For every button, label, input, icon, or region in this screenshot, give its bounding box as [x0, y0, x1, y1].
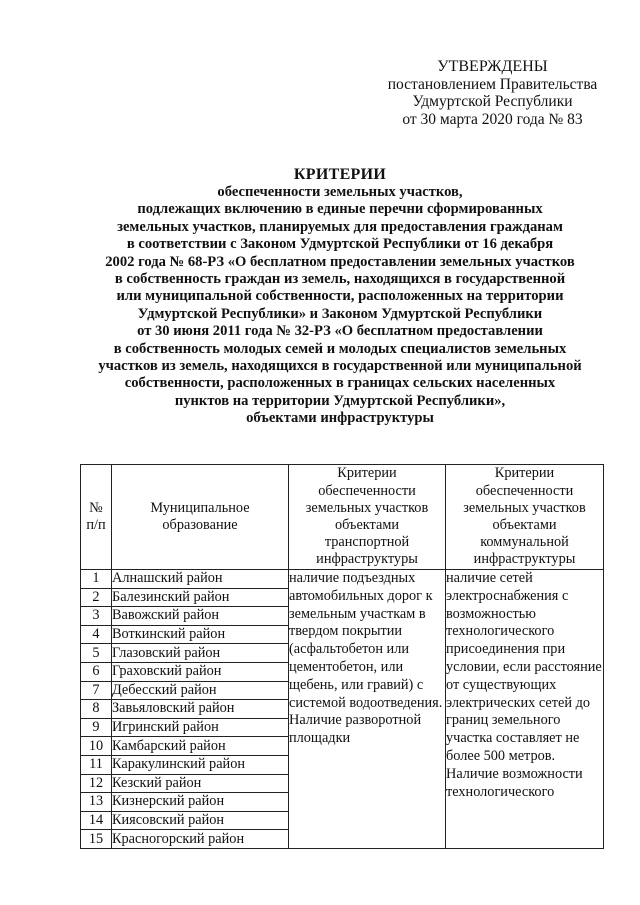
title-line: от 30 июня 2011 года № 32-РЗ «О бесплатном предоставлении [137, 323, 543, 340]
title-line: земельных участков, планируемых для предоставления гражданам [117, 218, 563, 235]
header-transport-criteria: Критерии обеспеченности земельных участков объектами транспортной инфраструктуры [289, 465, 446, 570]
title-line: пунктов на территории Удмуртской Республики», [174, 392, 506, 409]
row-number: 5 [81, 644, 112, 663]
municipality-name: Каракулинский район [112, 755, 289, 774]
title-line: участков из земель, находящихся в государственной или муниципальной [98, 358, 582, 375]
approval-heading: УТВЕРЖДЕНЫ [437, 58, 548, 75]
title-line: Удмуртской Республики» и Законом Удмуртской Республики [137, 305, 543, 322]
row-number: 15 [81, 830, 112, 849]
approval-stamp [385, 58, 600, 128]
approval-line: Удмуртской Республики [412, 93, 573, 110]
municipality-name: Красногорский район [112, 830, 289, 849]
title-line: в соответствии с Законом Удмуртской Республики от 16 декабря [126, 236, 554, 253]
row-number: 12 [81, 774, 112, 793]
criteria-table [80, 464, 604, 849]
row-number: 10 [81, 737, 112, 756]
title-line: объектами инфраструктуры [246, 410, 434, 427]
header-num: № п/п [81, 465, 112, 570]
municipality-name: Кизнерский район [112, 793, 289, 812]
municipality-name: Воткинский район [112, 625, 289, 644]
approval-line: постановлением Правительства [387, 75, 598, 93]
row-number: 2 [81, 588, 112, 607]
title-line: 2002 года № 68-РЗ «О бесплатном предоставлении земельных участков [105, 253, 575, 270]
title-line: или муниципальной собственности, расположенных на территории [116, 288, 564, 305]
row-number: 3 [81, 607, 112, 626]
transport-criteria-text: наличие подъездных автомобильных дорог к земельным участкам в твердом покрытии (асфальтобетон или цементобетон, или щебень, или гравий) с системой водоотведения. Наличие разворотной площадки [289, 570, 446, 849]
table-header-row [81, 465, 604, 570]
row-number: 13 [81, 793, 112, 812]
document-title [95, 165, 585, 428]
row-number: 4 [81, 625, 112, 644]
header-municipality: Муниципальное образование [112, 465, 289, 570]
row-number: 7 [81, 681, 112, 700]
communal-criteria-text: наличие сетей электроснабжения с возможностью технологического присоединения при условии, если расстояние от существующих электрических сетей до границ земельного участка составляет не более 500 метров. Наличие возможности технологического [446, 570, 604, 849]
row-number: 11 [81, 755, 112, 774]
municipality-name: Камбарский район [112, 737, 289, 756]
municipality-name: Балезинский район [112, 588, 289, 607]
title-line: подлежащих включению в единые перечни сформированных [137, 201, 543, 218]
row-number: 6 [81, 662, 112, 681]
municipality-name: Граховский район [112, 662, 289, 681]
row-number: 14 [81, 811, 112, 830]
title-line: собственности, расположенных в границах сельских населенных [124, 375, 556, 392]
municipality-name: Глазовский район [112, 644, 289, 663]
title-main: КРИТЕРИИ [293, 166, 387, 183]
row-number: 8 [81, 700, 112, 719]
row-number: 9 [81, 718, 112, 737]
municipality-name: Завьяловский район [112, 700, 289, 719]
table-row [81, 570, 604, 589]
title-line: в собственность граждан из земель, находящихся в государственной [114, 271, 566, 288]
municipality-name: Алнашский район [112, 570, 289, 589]
municipality-name: Игринский район [112, 718, 289, 737]
header-communal-criteria: Критерии обеспеченности земельных участков объектами коммунальной инфраструктуры [446, 465, 604, 570]
municipality-name: Киясовский район [112, 811, 289, 830]
municipality-name: Дебесский район [112, 681, 289, 700]
municipality-name: Кезский район [112, 774, 289, 793]
title-line: обеспеченности земельных участков, [217, 184, 463, 200]
municipality-name: Вавожский район [112, 607, 289, 626]
title-line: в собственность молодых семей и молодых специалистов земельных [113, 340, 567, 357]
approval-date: от 30 марта 2020 года № 83 [402, 110, 583, 128]
row-number: 1 [81, 570, 112, 589]
